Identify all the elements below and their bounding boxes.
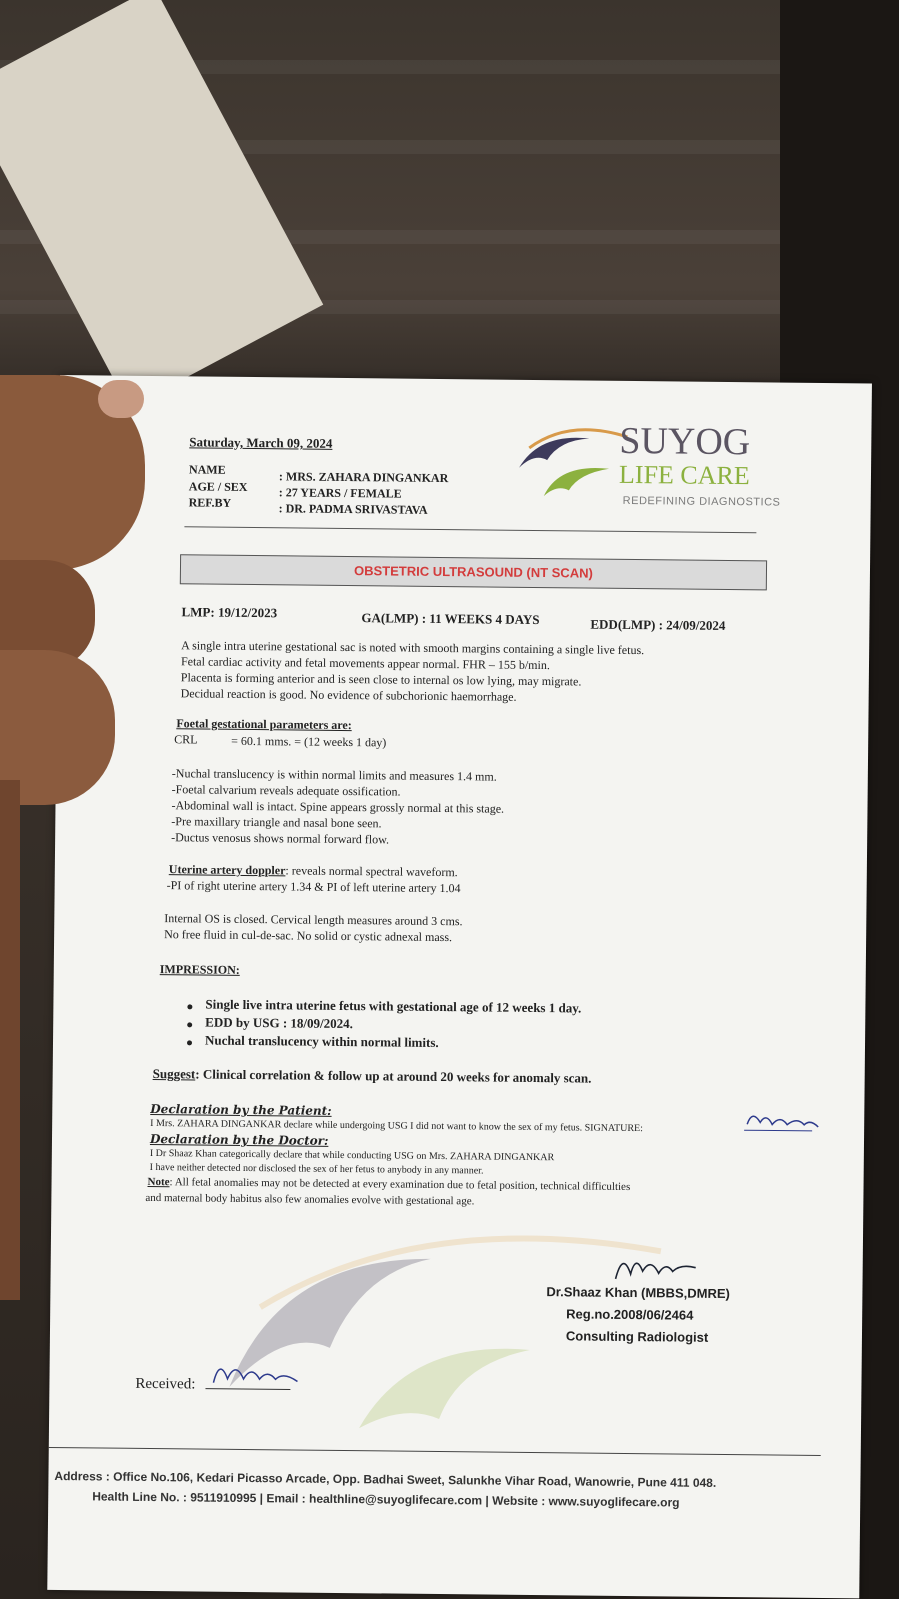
finding-line: A single intra uterine gestational sac is noted with smooth margins containing a single live fetus. xyxy=(181,638,645,658)
report-date: Saturday, March 09, 2024 xyxy=(189,434,333,451)
finding-line: Decidual reaction is good. No evidence of subchorionic haemorrhage. xyxy=(180,686,517,704)
ref-value: : DR. PADMA SRIVASTAVA xyxy=(278,501,428,517)
patient-declaration-text: I Mrs. ZAHARA DINGANKAR declare while undergoing USG I did not want to know the sex of my fetus. SIGNATURE: xyxy=(150,1117,644,1135)
finding-line: Fetal cardiac activity and fetal movements appear normal. FHR – 155 b/min. xyxy=(180,654,550,673)
nt-finding: -Ductus venosus shows normal forward flow. xyxy=(171,830,390,847)
doctor-declaration-heading: Declaration by the Doctor: xyxy=(149,1131,329,1148)
lmp-date: LMP: 19/12/2023 xyxy=(181,604,278,621)
edd-lmp: EDD(LMP) : 24/09/2024 xyxy=(590,616,726,633)
impression-heading: IMPRESSION: xyxy=(159,962,240,977)
doctor-title: Consulting Radiologist xyxy=(565,1328,709,1345)
received-signature-icon xyxy=(205,1353,305,1394)
parameters-heading: Foetal gestational parameters are: xyxy=(176,716,352,733)
logo-tagline: REDEFINING DIAGNOSTICS xyxy=(622,494,781,509)
note-label: Note xyxy=(147,1175,170,1189)
impression-item: Single live intra uterine fetus with gestational age of 12 weeks 1 day. xyxy=(205,996,582,1016)
watermark-logo-icon xyxy=(189,1216,671,1431)
footer-divider xyxy=(49,1447,821,1456)
doppler-pi: -PI of right uterine artery 1.34 & PI of left uterine artery 1.04 xyxy=(166,878,461,896)
nt-finding: -Foetal calvarium reveals adequate ossification. xyxy=(171,782,401,799)
finding-line: Placenta is forming anterior and is seen close to internal os low lying, may migrate. xyxy=(180,670,582,689)
note-text-2: and maternal body habitus also few anomalies evolve with gestational age. xyxy=(145,1191,475,1208)
cervix-line: No free fluid in cul-de-sac. No solid or cystic adnexal mass. xyxy=(164,927,453,945)
received-label: Received: xyxy=(135,1375,196,1393)
ref-label: REF.BY xyxy=(188,495,232,510)
cervix-line: Internal OS is closed. Cervical length measures around 3 cms. xyxy=(164,911,463,929)
doctor-reg: Reg.no.2008/06/2464 xyxy=(566,1306,694,1323)
note-line xyxy=(147,1176,630,1193)
crl-value: = 60.1 mms. = (12 weeks 1 day) xyxy=(231,733,387,750)
doctor-signature-icon xyxy=(610,1249,700,1290)
doppler-heading: Uterine artery doppler xyxy=(168,862,286,878)
footer-address: Address : Office No.106, Kedari Picasso Arcade, Opp. Badhai Sweet, Salunkhe Vihar Road, Wanowrie, Pune 411 048. xyxy=(54,1469,717,1490)
nt-finding: -Pre maxillary triangle and nasal bone seen. xyxy=(171,814,382,831)
impression-item: Nuchal translucency within normal limits. xyxy=(204,1032,439,1051)
suyog-logo-icon xyxy=(499,418,630,499)
name-label: NAME xyxy=(188,462,226,477)
logo-name: SUYOG xyxy=(619,419,751,464)
header-divider xyxy=(184,526,756,533)
name-value: : MRS. ZAHARA DINGANKAR xyxy=(278,469,449,486)
suggest-text: : Clinical correlation & follow up at around 20 weeks for anomaly scan. xyxy=(195,1066,592,1086)
doctor-declaration-text: I have neither detected nor disclosed the sex of her fetus to anybody in any manner. xyxy=(149,1161,484,1177)
patient-signature-icon xyxy=(742,1104,822,1135)
doctor-declaration-text: I Dr Shaaz Khan categorically declare that while conducting USG on Mrs. ZAHARA DINGANKAR xyxy=(149,1147,555,1164)
suggest-line xyxy=(153,1066,592,1087)
logo-subname: LIFE CARE xyxy=(618,459,750,491)
bullet-icon xyxy=(187,1004,192,1009)
doppler-text: : reveals normal spectral waveform. xyxy=(285,863,458,880)
patient-declaration-heading: Declaration by the Patient: xyxy=(150,1101,332,1118)
age-value: : 27 YEARS / FEMALE xyxy=(278,485,402,501)
age-label: AGE / SEX xyxy=(188,479,248,494)
impression-item: EDD by USG : 18/09/2024. xyxy=(205,1014,354,1032)
doctor-name: Dr.Shaaz Khan (MBBS,DMRE) xyxy=(546,1284,730,1302)
doppler-line xyxy=(169,862,458,880)
bullet-icon xyxy=(187,1040,192,1045)
ga-lmp: GA(LMP) : 11 WEEKS 4 DAYS xyxy=(361,610,540,628)
nt-finding: -Nuchal translucency is within normal limits and measures 1.4 mm. xyxy=(171,766,497,784)
footer-contact: Health Line No. : 9511910995 | Email : healthline@suyoglifecare.com | Website : www.suyoglifecare.org xyxy=(92,1489,680,1510)
crl-label: CRL xyxy=(174,732,198,747)
note-text: : All fetal anomalies may not be detected at every examination due to fetal position, technical difficulties xyxy=(169,1176,631,1194)
report-paper xyxy=(47,375,872,1598)
suggest-label: Suggest xyxy=(152,1066,196,1082)
bullet-icon xyxy=(187,1022,192,1027)
nt-finding: -Abdominal wall is intact. Spine appears grossly normal at this stage. xyxy=(171,798,505,816)
report-title: OBSTETRIC ULTRASOUND (NT SCAN) xyxy=(180,554,767,590)
